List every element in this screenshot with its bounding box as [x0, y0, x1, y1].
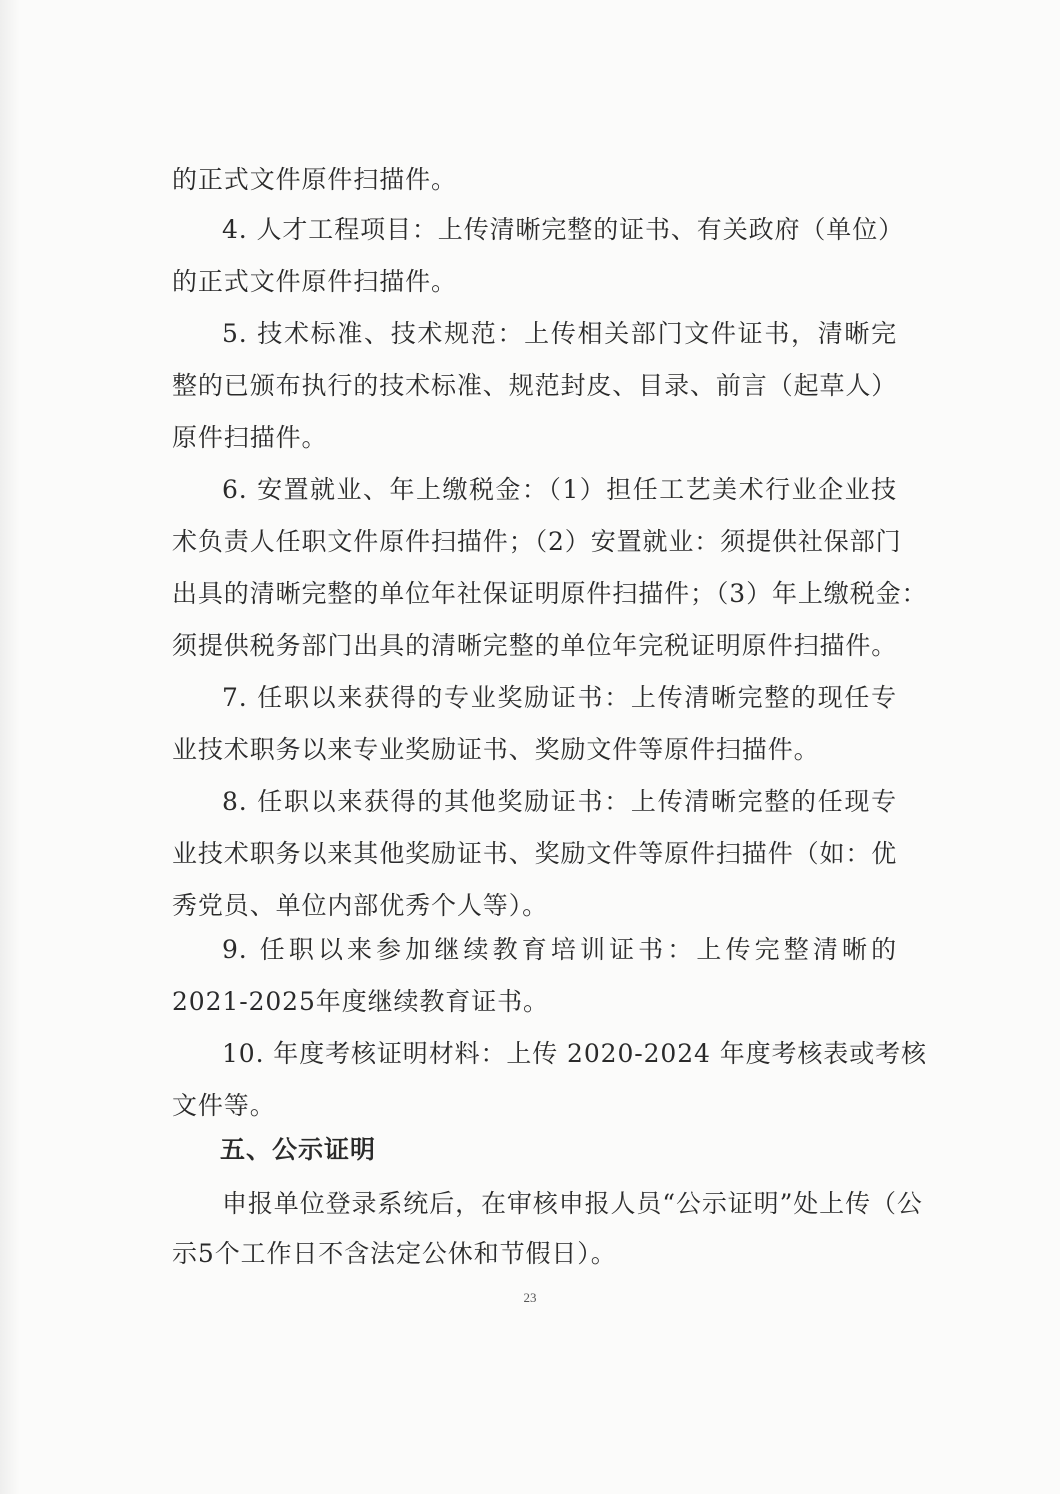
item-7-line: 7. 任职以来获得的专业奖励证书：上传清晰完整的现任专: [222, 683, 897, 712]
text-line: 业技术职务以来其他奖励证书、奖励文件等原件扫描件（如：优: [172, 839, 898, 868]
text-line: 业技术职务以来专业奖励证书、奖励文件等原件扫描件。: [172, 735, 820, 764]
section-line: 示5个工作日不含法定公休和节假日）。: [172, 1239, 617, 1268]
text-line: 须提供税务部门出具的清晰完整的单位年完税证明原件扫描件。: [172, 631, 898, 660]
item-6-line: 6. 安置就业、年上缴税金：（1）担任工艺美术行业企业技: [222, 475, 897, 504]
text-line: 的正式文件原件扫描件。: [172, 165, 457, 194]
item-9-line: 9. 任职以来参加继续教育培训证书：上传完整清晰的: [222, 935, 897, 964]
text-line: 出具的清晰完整的单位年社保证明原件扫描件；（3）年上缴税金：: [172, 579, 928, 608]
text-line: 术负责人任职文件原件扫描件；（2）安置就业：须提供社保部门: [172, 527, 902, 556]
section-heading: 五、公示证明: [220, 1135, 377, 1164]
page-number: 23: [523, 1290, 537, 1305]
text-line: 文件等。: [172, 1091, 276, 1120]
text-line: 原件扫描件。: [172, 423, 328, 452]
item-4-line: 4. 人才工程项目：上传清晰完整的证书、有关政府（单位）: [222, 215, 905, 244]
scan-edge-shadow: [0, 0, 20, 1494]
section-line: 申报单位登录系统后，在审核申报人员“公示证明”处上传（公: [222, 1189, 923, 1218]
text-line: 秀党员、单位内部优秀个人等）。: [172, 891, 549, 920]
item-8-line: 8. 任职以来获得的其他奖励证书：上传清晰完整的任现专: [222, 787, 897, 816]
text-line: 整的已颁布执行的技术标准、规范封皮、目录、前言（起草人）: [172, 371, 898, 400]
text-line: 2021-2025年度继续教育证书。: [172, 987, 549, 1016]
item-10-line: 10. 年度考核证明材料：上传 2020-2024 年度考核表或考核: [222, 1039, 927, 1068]
text-line: 的正式文件原件扫描件。: [172, 267, 457, 296]
item-5-line: 5. 技术标准、技术规范：上传相关部门文件证书，清晰完: [222, 319, 897, 348]
